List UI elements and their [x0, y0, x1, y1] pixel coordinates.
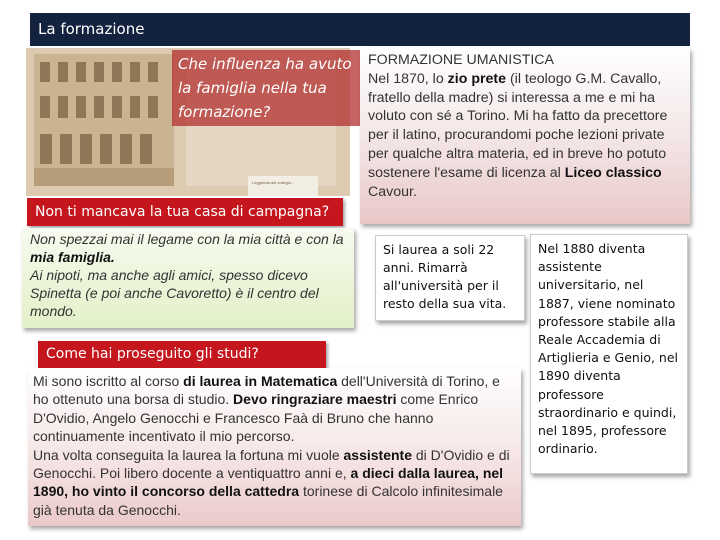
uncle-priest: zio prete	[447, 70, 507, 87]
studies-chair-competition: a dieci dalla laurea, nel 1890, ho vinto il concorso della cattedra	[33, 465, 504, 500]
studies-answer-box	[28, 368, 521, 526]
studies-text-f: Una volta conseguita la laurea la fortuna mi vuole	[33, 446, 344, 463]
book-page-caption: Leggenda del collegio...	[252, 180, 295, 185]
family-question: Che influenza ha avuto la famiglia nella tua formazione?	[172, 50, 364, 126]
humanistic-education-box	[360, 48, 690, 224]
career-note-box	[530, 234, 688, 474]
studies-question-banner: Come hai proseguito gli studi?	[38, 341, 326, 368]
humanistic-text-1: Nel 1870, lo	[368, 70, 448, 87]
studies-text-e: come Enrico D'Ovidio, Angelo Genocchi e Francesco Faà di Bruno che hanno continuamente incentivato il mio percorso.	[33, 391, 479, 445]
book-page-thumbnail	[248, 176, 318, 196]
slide-title: La formazione	[38, 20, 145, 38]
studies-text-c: dell'Università di Torino, e ho ottenuto una borsa di studio.	[33, 373, 500, 408]
countryside-question-banner: Non ti mancava la tua casa di campagna?	[27, 198, 343, 226]
studies-thank-teachers: Devo ringraziare maestri	[233, 391, 397, 408]
studies-assistant: assistente	[343, 446, 412, 463]
family-bond-text-2: Ai nipoti, ma anche agli amici, spesso dicevo Spinetta (e poi anche Cavoretto) è il centro del mondo.	[30, 267, 319, 319]
my-family: mia famiglia.	[30, 249, 115, 265]
degree-note-text: Si laurea a soli 22 anni. Rimarrà all'università per il resto della sua vita.	[383, 242, 507, 311]
studies-math-degree: di laurea in Matematica	[183, 373, 338, 389]
humanistic-text-3: Cavour.	[368, 183, 417, 200]
career-note-text: Nel 1880 diventa assistente universitario, nel 1887, viene nominato professore stabile alla Reale Accademia di Artiglieria e Genio, nel 1890 diventa professore straordinario e quindi, nel 1895, professore ordinario.	[538, 241, 678, 457]
studies-text-a: Mi sono iscritto al corso	[33, 373, 184, 389]
family-bond-text-1: Non spezzai mai il legame con la mia città e con la	[30, 231, 344, 247]
studies-text-j: torinese di Calcolo infinitesimale già tenuta da Genocchi.	[33, 483, 503, 518]
slide-title-bar	[30, 13, 690, 46]
humanistic-heading: FORMAZIONE UMANISTICA	[368, 52, 555, 68]
humanistic-text-2: (il teologo G.M. Cavallo, fratello della madre) si interessa a me e mi ha voluto con sé a Torino. Mi ha fatto da precettore per il latino, procurandomi poche lezioni private per qualche altra materia, ed in breve ho potuto sostenere l'esame di licenza al	[368, 70, 668, 181]
studies-text-h: di D'Ovidio e di Genocchi. Poi libero docente a ventiquattro anni e,	[33, 446, 510, 482]
liceo-classico: Liceo classico	[564, 164, 662, 181]
degree-note-box	[375, 235, 525, 321]
family-bond-box	[22, 228, 354, 328]
